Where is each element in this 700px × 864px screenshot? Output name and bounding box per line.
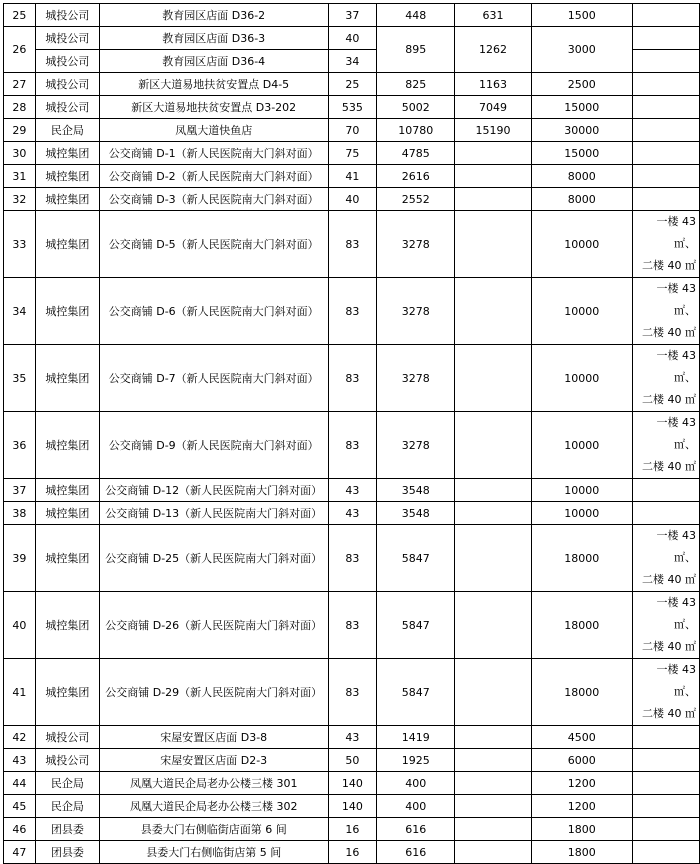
note-line: 一楼 43 ㎡、 <box>656 416 696 451</box>
unit-name: 城控集团 <box>35 188 99 211</box>
value-col7: 1800 <box>531 818 632 841</box>
shop-name: 凤凰大道快鱼店 <box>99 119 328 142</box>
note-line: 一楼 43 ㎡、 <box>656 596 696 631</box>
shop-name: 教育园区店面 D36-4 <box>99 50 328 73</box>
value-col7: 10000 <box>531 479 632 502</box>
value-col7: 10000 <box>531 278 632 345</box>
area-value: 75 <box>328 142 377 165</box>
shop-name: 公交商铺 D-6（新人民医院南大门斜对面） <box>99 278 328 345</box>
note-cell <box>632 502 699 525</box>
shop-name: 县委大门右侧临街店第 5 间 <box>99 841 328 864</box>
shop-name: 公交商铺 D-12（新人民医院南大门斜对面） <box>99 479 328 502</box>
note-cell <box>632 659 699 726</box>
table-row <box>4 479 700 502</box>
row-number: 44 <box>4 772 36 795</box>
value-col6 <box>455 278 531 345</box>
table-row <box>4 818 700 841</box>
area-value: 16 <box>328 818 377 841</box>
table-row <box>4 659 700 726</box>
row-number: 46 <box>4 818 36 841</box>
row-number: 39 <box>4 525 36 592</box>
area-value: 43 <box>328 726 377 749</box>
shop-name: 公交商铺 D-13（新人民医院南大门斜对面） <box>99 502 328 525</box>
unit-name: 城投公司 <box>35 749 99 772</box>
value-col6 <box>455 142 531 165</box>
area-value: 50 <box>328 749 377 772</box>
area-value: 83 <box>328 659 377 726</box>
table-row <box>4 211 700 278</box>
note-line: 二楼 40 ㎡ <box>642 707 696 720</box>
row-number: 38 <box>4 502 36 525</box>
note-cell <box>632 795 699 818</box>
unit-name: 民企局 <box>35 795 99 818</box>
value-col5: 616 <box>377 841 455 864</box>
note-cell <box>632 188 699 211</box>
table-row <box>4 142 700 165</box>
note-line: 一楼 43 ㎡、 <box>656 529 696 564</box>
table-body <box>4 4 700 864</box>
table-row <box>4 525 700 592</box>
value-col5: 400 <box>377 772 455 795</box>
note-line: 一楼 43 ㎡、 <box>656 282 696 317</box>
row-number: 32 <box>4 188 36 211</box>
shop-name: 公交商铺 D-3（新人民医院南大门斜对面） <box>99 188 328 211</box>
area-value: 34 <box>328 50 377 73</box>
value-col7: 10000 <box>531 345 632 412</box>
value-col7: 1200 <box>531 795 632 818</box>
area-value: 83 <box>328 592 377 659</box>
value-col5: 5002 <box>377 96 455 119</box>
note-cell <box>632 525 699 592</box>
value-col5: 3278 <box>377 278 455 345</box>
unit-name: 团县委 <box>35 818 99 841</box>
area-value: 140 <box>328 772 377 795</box>
value-col7: 30000 <box>531 119 632 142</box>
row-number: 28 <box>4 96 36 119</box>
unit-name: 民企局 <box>35 772 99 795</box>
unit-name: 城控集团 <box>35 592 99 659</box>
value-col6 <box>455 188 531 211</box>
value-col6: 15190 <box>455 119 531 142</box>
unit-name: 城投公司 <box>35 50 99 73</box>
value-col5: 895 <box>377 27 455 73</box>
area-value: 43 <box>328 479 377 502</box>
note-cell <box>632 278 699 345</box>
area-value: 140 <box>328 795 377 818</box>
value-col6 <box>455 841 531 864</box>
value-col6 <box>455 795 531 818</box>
note-cell <box>632 73 699 96</box>
row-number: 34 <box>4 278 36 345</box>
note-line: 二楼 40 ㎡ <box>642 573 696 586</box>
note-cell <box>632 27 699 50</box>
note-cell <box>632 142 699 165</box>
value-col6 <box>455 772 531 795</box>
unit-name: 城控集团 <box>35 345 99 412</box>
value-col7: 10000 <box>531 211 632 278</box>
area-value: 535 <box>328 96 377 119</box>
value-col7: 8000 <box>531 188 632 211</box>
value-col7: 6000 <box>531 749 632 772</box>
value-col7: 15000 <box>531 96 632 119</box>
shop-name: 公交商铺 D-5（新人民医院南大门斜对面） <box>99 211 328 278</box>
value-col7: 10000 <box>531 412 632 479</box>
row-number: 33 <box>4 211 36 278</box>
table-row <box>4 278 700 345</box>
note-line: 一楼 43 ㎡、 <box>656 215 696 250</box>
area-value: 40 <box>328 27 377 50</box>
value-col7: 2500 <box>531 73 632 96</box>
row-number: 35 <box>4 345 36 412</box>
row-number: 42 <box>4 726 36 749</box>
note-cell <box>632 726 699 749</box>
value-col7: 1500 <box>531 4 632 27</box>
shop-name: 公交商铺 D-7（新人民医院南大门斜对面） <box>99 345 328 412</box>
area-value: 43 <box>328 502 377 525</box>
unit-name: 城控集团 <box>35 278 99 345</box>
value-col6 <box>455 818 531 841</box>
value-col5: 825 <box>377 73 455 96</box>
value-col6 <box>455 345 531 412</box>
area-value: 16 <box>328 841 377 864</box>
unit-name: 城投公司 <box>35 4 99 27</box>
table-row <box>4 502 700 525</box>
note-cell <box>632 165 699 188</box>
table-row <box>4 772 700 795</box>
value-col6: 1262 <box>455 27 531 73</box>
note-cell <box>632 772 699 795</box>
note-cell <box>632 479 699 502</box>
table-row <box>4 841 700 864</box>
shop-name: 公交商铺 D-1（新人民医院南大门斜对面） <box>99 142 328 165</box>
value-col6 <box>455 165 531 188</box>
area-value: 70 <box>328 119 377 142</box>
value-col7: 18000 <box>531 592 632 659</box>
value-col6 <box>455 592 531 659</box>
note-cell <box>632 841 699 864</box>
value-col5: 5847 <box>377 659 455 726</box>
table-row <box>4 165 700 188</box>
unit-name: 城控集团 <box>35 659 99 726</box>
shop-name: 公交商铺 D-26（新人民医院南大门斜对面） <box>99 592 328 659</box>
shop-name: 教育园区店面 D36-3 <box>99 27 328 50</box>
value-col5: 3278 <box>377 345 455 412</box>
shop-name: 公交商铺 D-25（新人民医院南大门斜对面） <box>99 525 328 592</box>
note-line: 二楼 40 ㎡ <box>642 259 696 272</box>
table-row <box>4 73 700 96</box>
value-col5: 5847 <box>377 592 455 659</box>
value-col7: 8000 <box>531 165 632 188</box>
table-row <box>4 749 700 772</box>
row-number: 45 <box>4 795 36 818</box>
value-col5: 3278 <box>377 412 455 479</box>
unit-name: 民企局 <box>35 119 99 142</box>
area-value: 83 <box>328 211 377 278</box>
table-row <box>4 188 700 211</box>
value-col6 <box>455 211 531 278</box>
value-col5: 3548 <box>377 502 455 525</box>
shop-name: 宋屋安置区店面 D2-3 <box>99 749 328 772</box>
row-number: 41 <box>4 659 36 726</box>
value-col6 <box>455 749 531 772</box>
value-col6: 631 <box>455 4 531 27</box>
row-number: 26 <box>4 27 36 73</box>
note-line: 二楼 40 ㎡ <box>642 460 696 473</box>
value-col6 <box>455 412 531 479</box>
table-row <box>4 27 700 50</box>
note-line: 二楼 40 ㎡ <box>642 640 696 653</box>
unit-name: 团县委 <box>35 841 99 864</box>
row-number: 25 <box>4 4 36 27</box>
shop-name: 新区大道易地扶贫安置点 D3-202 <box>99 96 328 119</box>
note-cell <box>632 412 699 479</box>
note-cell <box>632 592 699 659</box>
row-number: 40 <box>4 592 36 659</box>
area-value: 83 <box>328 278 377 345</box>
row-number: 43 <box>4 749 36 772</box>
unit-name: 城投公司 <box>35 73 99 96</box>
area-value: 25 <box>328 73 377 96</box>
table-row <box>4 345 700 412</box>
value-col5: 3278 <box>377 211 455 278</box>
table-row <box>4 119 700 142</box>
table-row <box>4 592 700 659</box>
area-value: 40 <box>328 188 377 211</box>
note-line: 二楼 40 ㎡ <box>642 326 696 339</box>
area-value: 83 <box>328 345 377 412</box>
value-col5: 1925 <box>377 749 455 772</box>
shop-name: 凤凰大道民企局老办公楼三楼 302 <box>99 795 328 818</box>
table-row <box>4 4 700 27</box>
note-cell <box>632 96 699 119</box>
value-col7: 18000 <box>531 525 632 592</box>
shop-name: 宋屋安置区店面 D3-8 <box>99 726 328 749</box>
table-row <box>4 726 700 749</box>
row-number: 27 <box>4 73 36 96</box>
row-number: 36 <box>4 412 36 479</box>
value-col5: 5847 <box>377 525 455 592</box>
value-col5: 3548 <box>377 479 455 502</box>
table-row <box>4 795 700 818</box>
shop-name: 县委大门右侧临街店面第 6 间 <box>99 818 328 841</box>
value-col6: 7049 <box>455 96 531 119</box>
area-value: 83 <box>328 525 377 592</box>
unit-name: 城控集团 <box>35 142 99 165</box>
unit-name: 城投公司 <box>35 27 99 50</box>
value-col6 <box>455 525 531 592</box>
value-col7: 3000 <box>531 27 632 73</box>
unit-name: 城控集团 <box>35 525 99 592</box>
note-line: 一楼 43 ㎡、 <box>656 349 696 384</box>
value-col5: 616 <box>377 818 455 841</box>
property-table <box>3 3 700 864</box>
unit-name: 城控集团 <box>35 165 99 188</box>
area-value: 41 <box>328 165 377 188</box>
value-col5: 4785 <box>377 142 455 165</box>
unit-name: 城控集团 <box>35 211 99 278</box>
note-line: 二楼 40 ㎡ <box>642 393 696 406</box>
value-col7: 10000 <box>531 502 632 525</box>
note-cell <box>632 749 699 772</box>
value-col5: 2616 <box>377 165 455 188</box>
unit-name: 城控集团 <box>35 479 99 502</box>
unit-name: 城控集团 <box>35 412 99 479</box>
shop-name: 凤凰大道民企局老办公楼三楼 301 <box>99 772 328 795</box>
shop-name: 教育园区店面 D36-2 <box>99 4 328 27</box>
value-col6 <box>455 502 531 525</box>
area-value: 37 <box>328 4 377 27</box>
note-line: 一楼 43 ㎡、 <box>656 663 696 698</box>
value-col6: 1163 <box>455 73 531 96</box>
shop-name: 公交商铺 D-2（新人民医院南大门斜对面） <box>99 165 328 188</box>
value-col7: 1200 <box>531 772 632 795</box>
row-number: 31 <box>4 165 36 188</box>
value-col7: 15000 <box>531 142 632 165</box>
row-number: 37 <box>4 479 36 502</box>
note-cell <box>632 4 699 27</box>
value-col6 <box>455 726 531 749</box>
value-col7: 1800 <box>531 841 632 864</box>
row-number: 47 <box>4 841 36 864</box>
unit-name: 城投公司 <box>35 96 99 119</box>
table-row <box>4 96 700 119</box>
note-cell <box>632 50 699 73</box>
value-col6 <box>455 479 531 502</box>
value-col5: 10780 <box>377 119 455 142</box>
note-cell <box>632 211 699 278</box>
note-cell <box>632 345 699 412</box>
value-col5: 400 <box>377 795 455 818</box>
shop-name: 新区大道易地扶贫安置点 D4-5 <box>99 73 328 96</box>
value-col5: 2552 <box>377 188 455 211</box>
value-col6 <box>455 659 531 726</box>
unit-name: 城控集团 <box>35 502 99 525</box>
row-number: 29 <box>4 119 36 142</box>
shop-name: 公交商铺 D-29（新人民医院南大门斜对面） <box>99 659 328 726</box>
value-col5: 1419 <box>377 726 455 749</box>
value-col7: 18000 <box>531 659 632 726</box>
value-col7: 4500 <box>531 726 632 749</box>
value-col5: 448 <box>377 4 455 27</box>
note-cell <box>632 818 699 841</box>
table-row <box>4 412 700 479</box>
unit-name: 城投公司 <box>35 726 99 749</box>
area-value: 83 <box>328 412 377 479</box>
note-cell <box>632 119 699 142</box>
shop-name: 公交商铺 D-9（新人民医院南大门斜对面） <box>99 412 328 479</box>
row-number: 30 <box>4 142 36 165</box>
